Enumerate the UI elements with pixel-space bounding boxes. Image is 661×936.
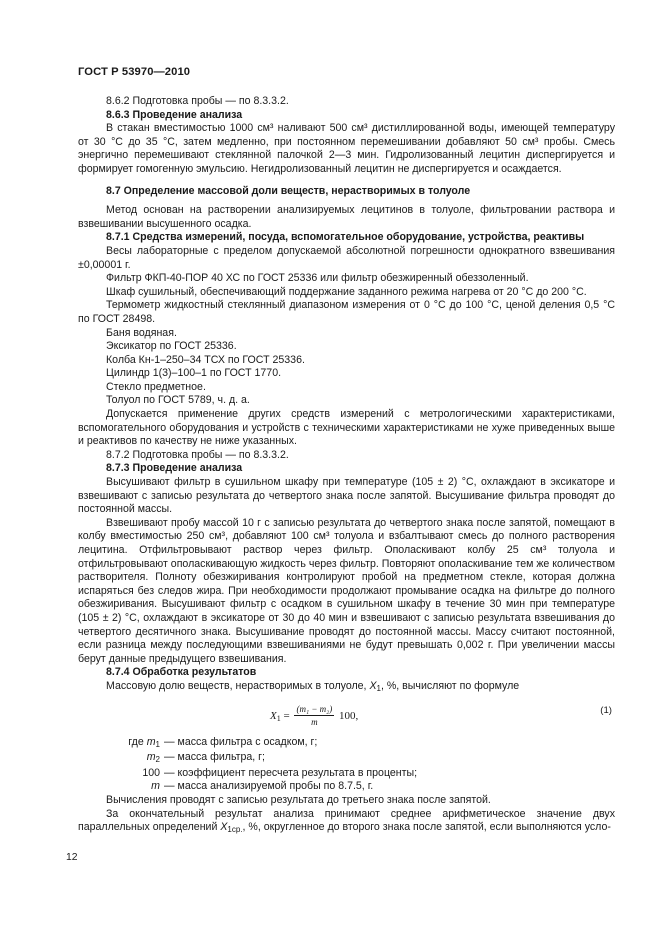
equipment-item: Фильтр ФКП-40-ПОР 40 ХС по ГОСТ 25336 или фильтр обезжиренный обеззоленный.	[106, 272, 529, 285]
para-8-7-2: 8.7.2 Подготовка пробы — по 8.3.3.2.	[106, 448, 289, 461]
heading-8-7-3: 8.7.3 Проведение анализа	[106, 462, 243, 475]
equipment-short-item: Эксикатор по ГОСТ 25336.	[106, 340, 237, 353]
allowance-paragraph: Допускается применение других средств измерений с метрологическими характеристиками, вспомогательного оборудования и устройств с техническими характеристиками не хуже приведенных выше и реактивов по качеству не ниже указанных.	[78, 408, 615, 448]
equipment-short-item: Баня водяная.	[106, 326, 177, 339]
equipment-short-item: Колба Кн-1–250–34 ТСХ по ГОСТ 25336.	[106, 353, 305, 366]
equipment-short-item: Цилиндр 1(3)–100–1 по ГОСТ 1770.	[106, 367, 282, 380]
where-item: m — масса анализируемой пробы по 8.7.5, г.	[151, 780, 374, 793]
document-body	[78, 95, 615, 837]
formula-lhs: X	[270, 709, 277, 722]
heading-8-7-4: 8.7.4 Обработка результатов	[106, 666, 257, 679]
equipment-short-item: Толуол по ГОСТ 5789, ч. д. а.	[106, 394, 250, 407]
where-list	[78, 736, 615, 794]
section-8-7-title: 8.7 Определение массовой доли веществ, нерастворимых в толуоле	[106, 184, 471, 197]
formula-fraction: $\frac{\text{(m₁ − m₂)}}{m}$	[296, 703, 333, 727]
equipment-item: Весы лабораторные с пределом допускаемой абсолютной погрешности однократного взвешивания ±0,00001 г.	[78, 244, 615, 271]
equipment-item: Шкаф сушильный, обеспечивающий поддержание заданного режима нагрева от 20 °С до 200 °С.	[106, 285, 587, 298]
method-paragraph: Метод основан на растворении анализируемых лецитинов в толуоле, фильтровании раствора и взвешивании высушенного осадка.	[78, 204, 615, 230]
formula-number: (1)	[600, 704, 612, 716]
formula-1: $X_1$ = $\frac{\text{(m₁ − m₂)}}{m}$ 100, (1)	[270, 703, 612, 727]
para-8-6-3: В стакан вместимостью 1000 см³ наливают 500 см³ дистиллированной воды, имеющей температуру от 30 °С до 35 °С, затем медленно, при постоянном перемешивании добавляют 50 см³ пробы. Смесь энергично перемешивают стеклянной палочкой 2—3 мин. Гидролизованный лецитин диспергируется и формирует гомогенную эмульсию. Негидролизованный лецитин не диспергируется и осаждается.	[78, 122, 615, 175]
equipment-item: Термометр жидкостный стеклянный диапазоном измерения от 0 °С до 100 °С, ценой деления 0,5 °С по ГОСТ 28498.	[78, 299, 615, 325]
calc-paragraph: Вычисления проводят с записью результата до третьего знака после запятой.	[106, 793, 491, 806]
where-item: где $m_1$ — масса фильтра с осадком, г;	[128, 735, 318, 749]
heading-8-6-3: 8.6.3 Проведение анализа	[106, 108, 243, 121]
equipment-short-item: Стекло предметное.	[106, 380, 206, 393]
where-item: 100 — коэффициент пересчета результата в проценты;	[142, 766, 418, 779]
para-8-7-4: Массовую долю веществ, нерастворимых в толуоле, $X_1$, %, вычисляют по формуле	[106, 679, 520, 693]
final-paragraph: За окончательный результат анализа принимают среднее арифметическое значение двух параллельных определений $X_{1ср.}$, %, округленное до второго знака после запятой, если выполняются усло-	[78, 807, 615, 835]
para-8-6-2: 8.6.2 Подготовка пробы — по 8.3.3.2.	[106, 95, 289, 107]
heading-8-7-1: 8.7.1 Средства измерений, посуда, вспомогательное оборудование, устройства, реактивы	[106, 231, 585, 244]
page-header: ГОСТ Р 53970—2010	[78, 66, 191, 78]
where-item: $m_2$ — масса фильтра, г;	[146, 751, 265, 765]
para-8-7-3-a: Высушивают фильтр в сушильном шкафу при температуре (105 ± 2) °С, охлаждают в эксикаторе и взвешивают с записью результата до четвертого знака после запятой. Высушивание фильтра проводят до постоянной массы.	[78, 476, 615, 516]
para-8-7-3-b: Взвешивают пробу массой 10 г с записью результата до четвертого знака после запятой, помещают в колбу вместимостью 250 см³, добавляют 100 см³ толуола и взбалтывают смесь до полного растворения лецитина. Отфильтровывают раствор через фильтр. Ополаскивают колбу 25 см³ толуола и отфильтровывают ополаскивающую жидкость через фильтр. Повторяют ополаскивание тем же количеством растворителя. Полноту обезжиривания контролируют пробой на предметном стекле, которая должна испаряться без следов жира. При необходимости продолжают промывание осадка на фильтре до полного обезжиривания. Высушивают фильтр с осадком в сушильном шкафу в течение 30 мин при температуре (105 ± 2) °С, охлаждают в эксикаторе от 30 до 40 мин и взвешивают с записью результата взвешивания до четвертого десятичного знака. Высушивание проводят до постоянной массы. Массу считают постоянной, если разница между последующими взвешиваниями не будут превышать 0,002 г. При увеличении массы берут данные предыдущего взвешивания.	[78, 516, 616, 665]
page-number: 12	[66, 852, 78, 863]
